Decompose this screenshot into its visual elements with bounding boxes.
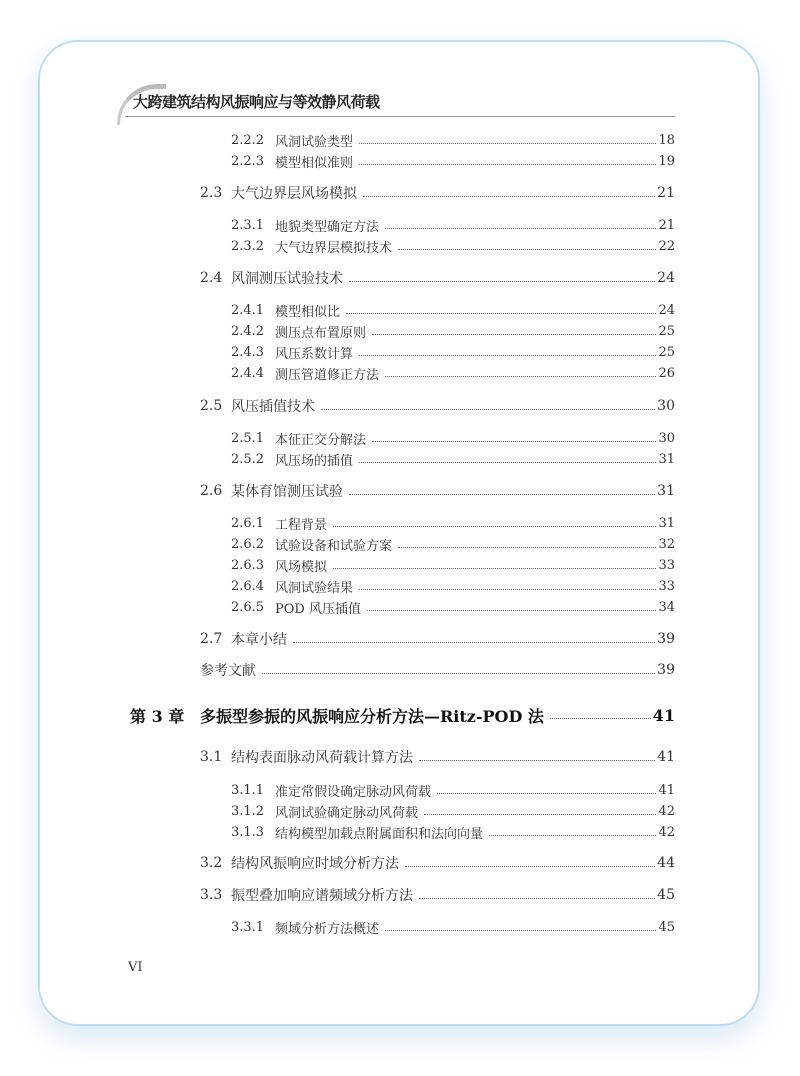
toc-leader-dots bbox=[359, 355, 656, 356]
toc-leader-dots bbox=[489, 835, 656, 836]
toc-entry-page: 42 bbox=[658, 824, 675, 840]
toc-entry-page: 31 bbox=[658, 515, 675, 531]
page-number: VI bbox=[128, 960, 143, 975]
toc-entry[interactable] bbox=[200, 629, 675, 649]
toc-entry-number: 3.1.2 bbox=[231, 803, 265, 819]
toc-entry-number: 2.5.2 bbox=[231, 451, 265, 467]
toc-entry-title: 风压场的插值 bbox=[275, 453, 354, 469]
toc-entry-title: 测压管道修正方法 bbox=[275, 367, 380, 383]
toc-leader-dots bbox=[333, 526, 656, 527]
toc-leader-dots bbox=[359, 589, 656, 590]
toc-entry-page: 22 bbox=[658, 238, 675, 254]
toc-entry-title: 振型叠加响应谱频域分析方法 bbox=[231, 888, 413, 904]
toc-entry-page: 21 bbox=[658, 217, 675, 233]
toc-entry-page: 31 bbox=[658, 451, 675, 467]
toc-entry-number: 2.6.1 bbox=[231, 515, 265, 531]
toc-entry[interactable] bbox=[231, 597, 675, 617]
toc-entry-number: 2.4 bbox=[200, 270, 223, 286]
toc-entry[interactable] bbox=[200, 481, 675, 501]
toc-entry-title: 结构风振响应时域分析方法 bbox=[231, 856, 399, 872]
toc-entry-page: 24 bbox=[657, 270, 675, 286]
toc-leader-dots bbox=[550, 718, 651, 719]
toc-entry[interactable] bbox=[231, 215, 675, 235]
toc-entry-title: 大气边界层模拟技术 bbox=[275, 240, 393, 256]
toc-leader-dots bbox=[398, 547, 656, 548]
header-rule bbox=[125, 116, 675, 117]
toc-leader-dots bbox=[359, 462, 656, 463]
toc-entry-page: 26 bbox=[658, 365, 675, 381]
toc-entry-title: 风洞试验类型 bbox=[275, 134, 354, 150]
toc-entry-title: 测压点布置原则 bbox=[275, 325, 367, 341]
toc-entry-title: 频域分析方法概述 bbox=[275, 921, 380, 937]
toc-entry-title: POD 风压插值 bbox=[275, 601, 361, 617]
toc-entry[interactable] bbox=[231, 151, 675, 171]
toc-entry-title: 某体育馆测压试验 bbox=[231, 484, 343, 500]
toc-entry-title: 风压插值技术 bbox=[231, 399, 315, 415]
toc-entry-number: 2.4.1 bbox=[231, 302, 265, 318]
toc-leader-dots bbox=[363, 196, 655, 197]
toc-entry-page: 21 bbox=[657, 185, 675, 201]
toc-entry-number: 2.2.3 bbox=[231, 153, 265, 169]
toc-entry-number: 3.1.1 bbox=[231, 782, 265, 798]
toc-entry[interactable] bbox=[231, 917, 675, 937]
toc-leader-dots bbox=[367, 610, 656, 611]
toc-leader-dots bbox=[419, 760, 655, 761]
toc-leader-dots bbox=[346, 313, 656, 314]
toc-entry[interactable] bbox=[200, 268, 675, 288]
toc-entry[interactable] bbox=[200, 660, 675, 680]
toc-entry-number: 2.7 bbox=[200, 631, 223, 647]
toc-entry-page: 25 bbox=[658, 323, 675, 339]
toc-entry[interactable] bbox=[200, 396, 675, 416]
toc-entry-page: 41 bbox=[658, 782, 675, 798]
toc-entry-title: 试验设备和试验方案 bbox=[275, 538, 393, 554]
running-header-title: 大跨建筑结构风振响应与等效静风荷载 bbox=[133, 93, 380, 111]
toc-leader-dots bbox=[437, 793, 656, 794]
toc-leader-dots bbox=[349, 494, 655, 495]
toc-entry-number: 2.5 bbox=[200, 398, 223, 414]
toc-entry-page: 32 bbox=[658, 536, 675, 552]
toc-entry[interactable] bbox=[231, 300, 675, 320]
toc-entry-page: 24 bbox=[658, 302, 675, 318]
toc-entry[interactable] bbox=[231, 780, 675, 800]
toc-entry-title: 风洞试验结果 bbox=[275, 580, 354, 596]
toc-entry[interactable] bbox=[231, 363, 675, 383]
toc-leader-dots bbox=[405, 866, 655, 867]
toc-entry[interactable] bbox=[231, 321, 675, 341]
toc-entry[interactable] bbox=[200, 885, 675, 905]
toc-entry-title: 本章小结 bbox=[231, 632, 287, 648]
toc-entry-number: 2.2.2 bbox=[231, 132, 265, 148]
toc-leader-dots bbox=[372, 334, 656, 335]
toc-entry-title: 多振型参振的风振响应分析方法—Ritz-POD 法 bbox=[200, 706, 544, 726]
toc-entry-page: 30 bbox=[657, 398, 675, 414]
toc-entry-title: 工程背景 bbox=[275, 517, 328, 533]
toc-entry-page: 45 bbox=[658, 919, 675, 935]
toc-entry-number: 2.6.2 bbox=[231, 536, 265, 552]
toc-entry-page: 30 bbox=[658, 430, 675, 446]
toc-entry-page: 39 bbox=[657, 631, 675, 647]
toc-leader-dots bbox=[398, 249, 656, 250]
toc-leader-dots bbox=[293, 642, 655, 643]
toc-entry-number: 2.4.4 bbox=[231, 365, 265, 381]
toc-entry-title: 风洞测压试验技术 bbox=[231, 271, 343, 287]
toc-entry-page: 19 bbox=[658, 153, 675, 169]
toc-entry-number: 2.5.1 bbox=[231, 430, 265, 446]
toc-chapter-entry[interactable] bbox=[130, 705, 675, 725]
toc-entry[interactable] bbox=[200, 853, 675, 873]
toc-entry[interactable] bbox=[200, 183, 675, 203]
toc-entry-title: 结构表面脉动风荷载计算方法 bbox=[231, 750, 413, 766]
toc-entry-number: 3.1.3 bbox=[231, 824, 265, 840]
toc-entry-page: 34 bbox=[658, 599, 675, 615]
toc-entry-number: 3.2 bbox=[200, 855, 223, 871]
toc-entry-title: 地貌类型确定方法 bbox=[275, 219, 380, 235]
toc-leader-dots bbox=[333, 568, 656, 569]
toc-entry[interactable] bbox=[231, 801, 675, 821]
toc-entry-number: 2.3.2 bbox=[231, 238, 265, 254]
toc-entry-number: 2.6.5 bbox=[231, 599, 265, 615]
toc-entry-number: 2.3.1 bbox=[231, 217, 265, 233]
toc-entry[interactable] bbox=[231, 342, 675, 362]
toc-entry-page: 42 bbox=[658, 803, 675, 819]
toc-entry-number: 2.6.4 bbox=[231, 578, 265, 594]
toc-entry-title: 结构模型加载点附属面积和法向向量 bbox=[275, 826, 484, 842]
toc-entry-page: 41 bbox=[657, 749, 675, 765]
toc-entry-number: 第 3 章 bbox=[130, 706, 185, 726]
toc-leader-dots bbox=[321, 409, 655, 410]
toc-entry-number: 2.3 bbox=[200, 185, 223, 201]
toc-entry-title: 风压系数计算 bbox=[275, 346, 354, 362]
toc-entry-page: 44 bbox=[657, 855, 675, 871]
toc-entry-title: 本征正交分解法 bbox=[275, 432, 367, 448]
toc-entry-number: 3.3.1 bbox=[231, 919, 265, 935]
toc-entry[interactable] bbox=[231, 534, 675, 554]
toc-entry[interactable] bbox=[231, 428, 675, 448]
toc-entry-page: 41 bbox=[652, 705, 675, 725]
toc-entry[interactable] bbox=[231, 449, 675, 469]
toc-entry[interactable] bbox=[231, 576, 675, 596]
toc-leader-dots bbox=[262, 673, 655, 674]
toc-entry-number: 3.3 bbox=[200, 887, 223, 903]
toc-entry-number: 2.4.3 bbox=[231, 344, 265, 360]
toc-entry-title: 准定常假设确定脉动风荷载 bbox=[275, 784, 432, 800]
toc-entry[interactable] bbox=[231, 513, 675, 533]
toc-leader-dots bbox=[385, 930, 656, 931]
toc-leader-dots bbox=[372, 441, 656, 442]
toc-leader-dots bbox=[385, 376, 656, 377]
toc-entry-page: 33 bbox=[658, 578, 675, 594]
toc-entry-title: 参考文献 bbox=[200, 663, 256, 679]
toc-entry-page: 33 bbox=[658, 557, 675, 573]
toc-leader-dots bbox=[359, 143, 656, 144]
toc-entry[interactable] bbox=[231, 822, 675, 842]
toc-entry-number: 2.6.3 bbox=[231, 557, 265, 573]
toc-entry-title: 模型相似准则 bbox=[275, 155, 354, 171]
toc-entry-page: 31 bbox=[657, 483, 675, 499]
toc-leader-dots bbox=[419, 898, 655, 899]
toc-entry-page: 18 bbox=[658, 132, 675, 148]
toc-entry-number: 3.1 bbox=[200, 749, 223, 765]
toc-entry-number: 2.6 bbox=[200, 483, 223, 499]
toc-entry[interactable] bbox=[200, 747, 675, 767]
toc-entry-title: 大气边界层风场模拟 bbox=[231, 186, 357, 202]
toc-entry[interactable] bbox=[231, 555, 675, 575]
toc-leader-dots bbox=[359, 164, 656, 165]
toc-entry-page: 25 bbox=[658, 344, 675, 360]
toc-entry-page: 45 bbox=[657, 887, 675, 903]
toc-entry[interactable] bbox=[231, 236, 675, 256]
toc-entry-title: 风场模拟 bbox=[275, 559, 328, 575]
toc-leader-dots bbox=[349, 281, 655, 282]
toc-leader-dots bbox=[385, 228, 656, 229]
toc-entry[interactable] bbox=[231, 130, 675, 150]
toc-entry-page: 39 bbox=[657, 662, 675, 678]
toc-leader-dots bbox=[424, 814, 656, 815]
toc-entry-number: 2.4.2 bbox=[231, 323, 265, 339]
toc-entry-title: 风洞试验确定脉动风荷载 bbox=[275, 805, 419, 821]
toc-entry-title: 模型相似比 bbox=[275, 304, 341, 320]
